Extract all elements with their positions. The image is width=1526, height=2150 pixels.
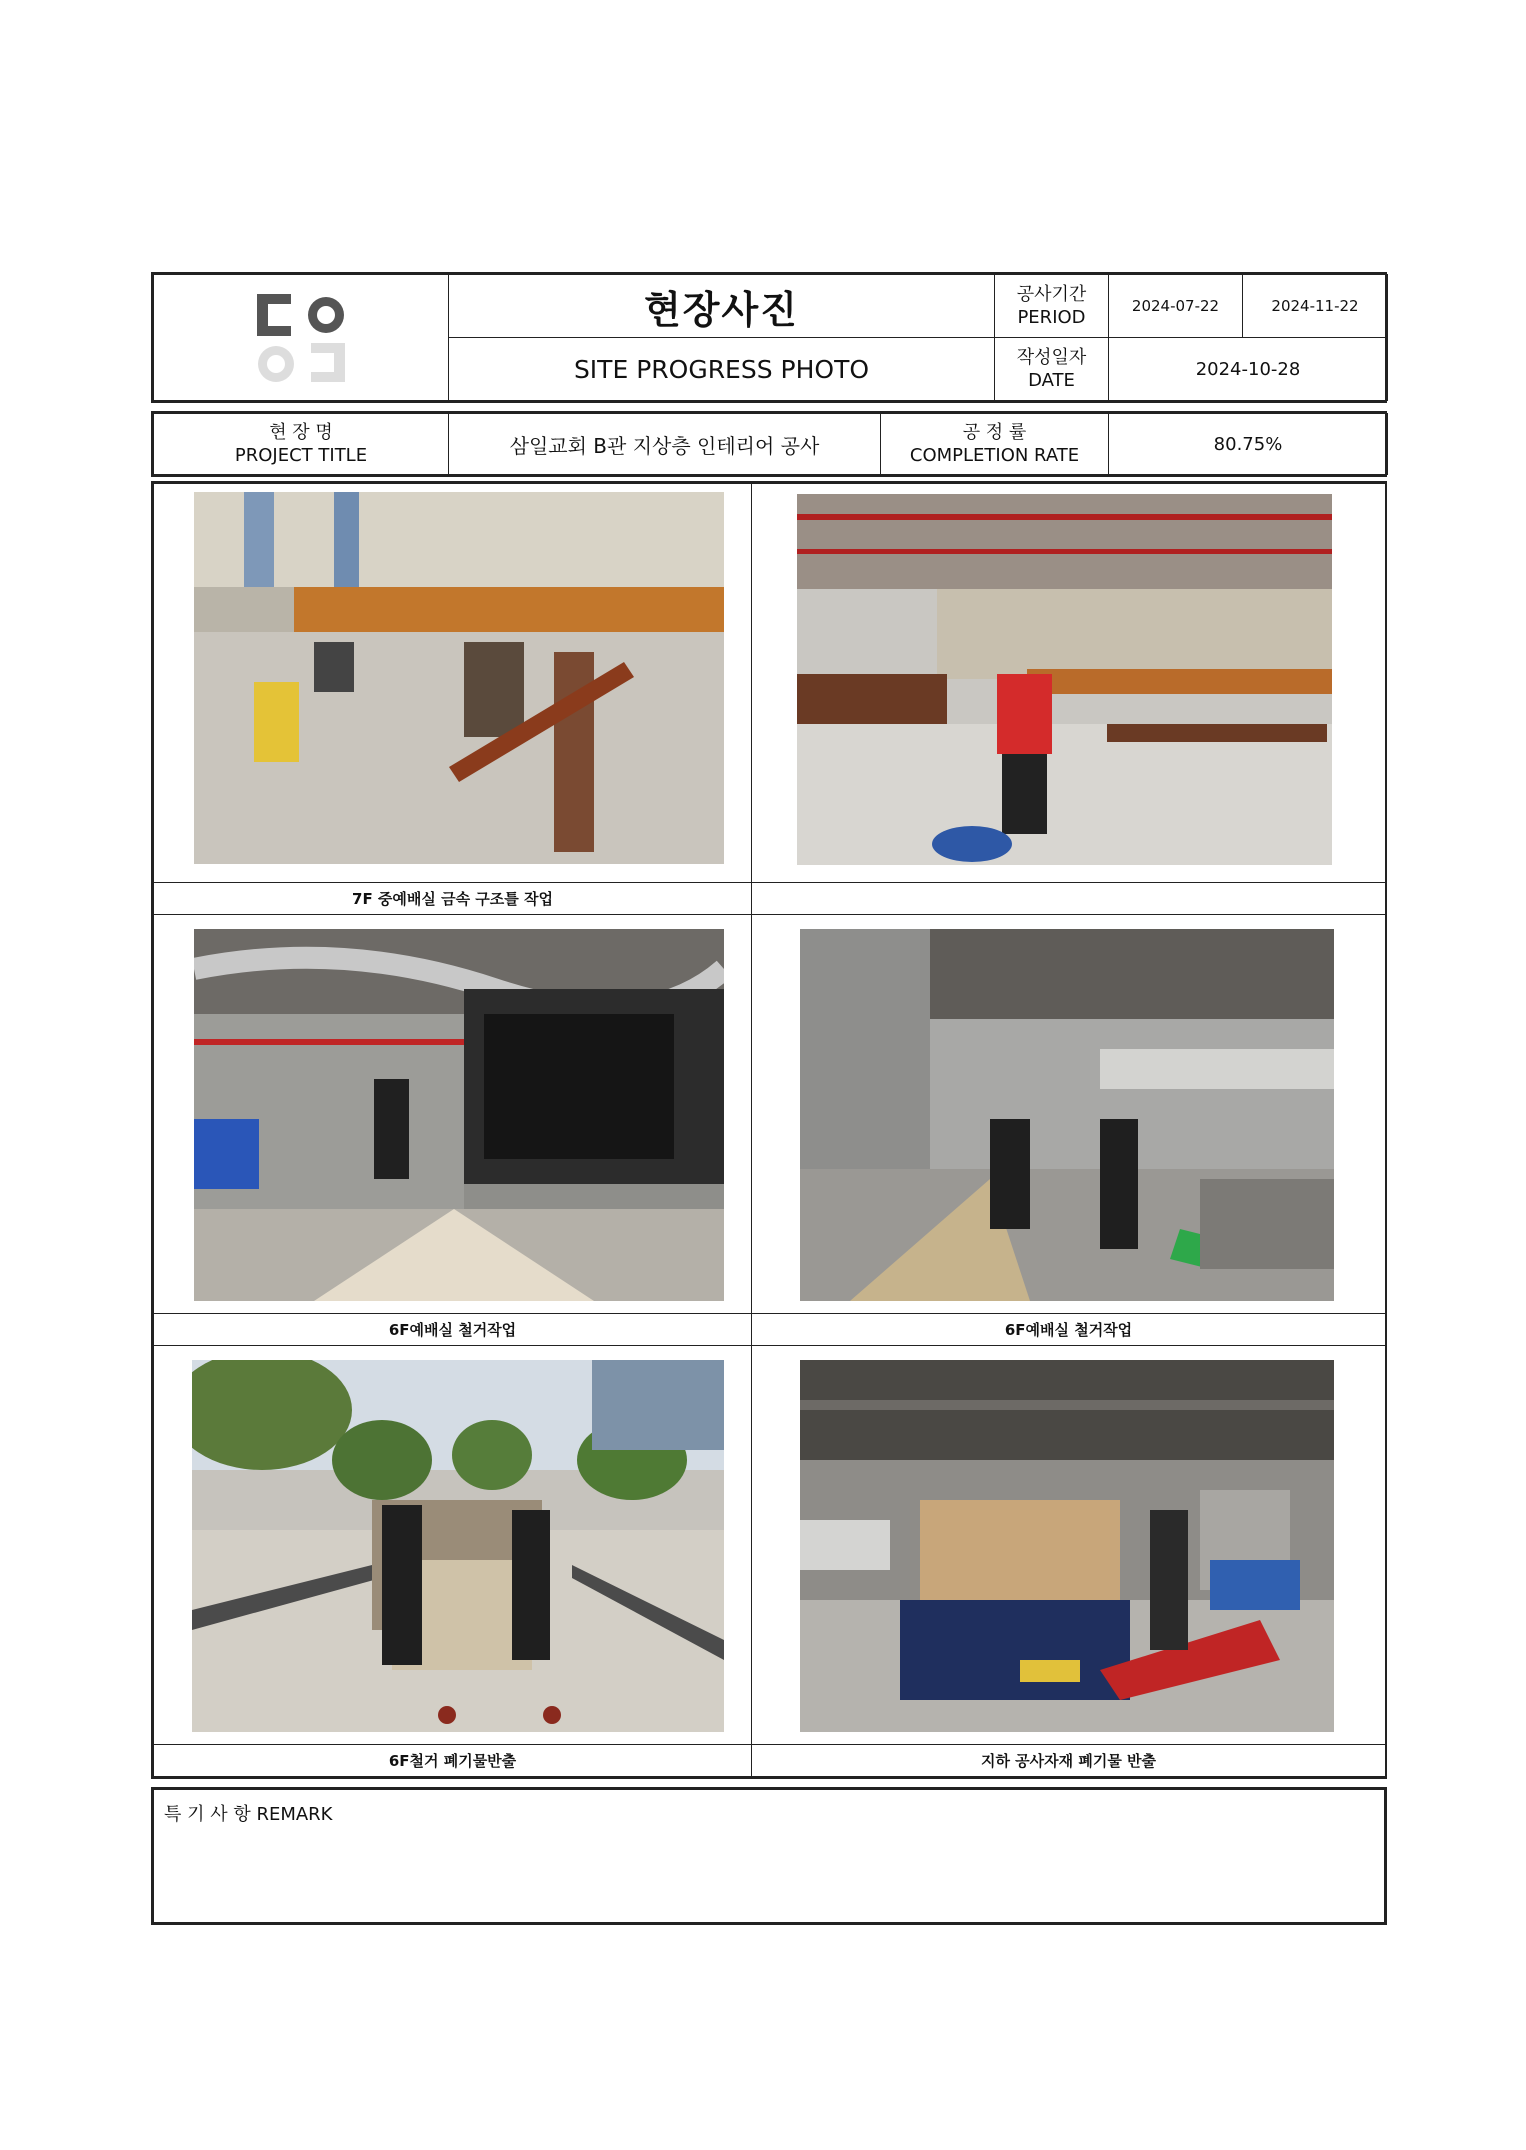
photo-demolition-floor [800,929,1334,1301]
report-title-ko: 현장사진 [449,275,995,338]
logo-cell [154,275,449,401]
photo-caption-4: 6F예배실 철거작업 [752,1314,1386,1346]
photo-caption-2 [752,883,1386,915]
period-label [995,275,1109,338]
period-label-ko: 공사기간 [1016,284,1087,305]
rate-label-ko: 공 정 률 [962,422,1027,443]
rate-label-en: COMPLETION RATE [909,445,1080,466]
photo-caption-3: 6F예배실 철거작업 [154,1314,752,1346]
info-frame [151,411,1387,477]
period-label-en: PERIOD [1017,307,1086,328]
photo-table [153,483,1386,1777]
header-table [153,274,1388,401]
photo-cell-1 [154,484,752,883]
photo-cell-3 [154,915,752,1314]
project-label [154,414,449,475]
remark-frame [151,1787,1387,1925]
photo-waste-truck-parking [800,1360,1334,1732]
remark-label: 특 기 사 항 REMARK [154,1790,1385,1923]
project-label-en: PROJECT TITLE [234,445,368,466]
photo-grinding-work [797,494,1332,865]
period-end: 2024-11-22 [1243,275,1388,338]
project-title: 삼일교회 B관 지상층 인테리어 공사 [449,414,881,475]
period-start: 2024-07-22 [1109,275,1243,338]
date-label [995,338,1109,401]
remark-table [153,1789,1385,1923]
photo-caption-1: 7F 중예배실 금속 구조틀 작업 [154,883,752,915]
photo-cell-2 [752,484,1386,883]
date-label-en: DATE [1028,370,1075,391]
photo-cell-5 [154,1346,752,1745]
photo-cell-4 [752,915,1386,1314]
logo-mark-icon [251,288,351,388]
rate-label [881,414,1109,475]
project-label-ko: 현 장 명 [269,422,333,443]
photo-frame [151,481,1387,1779]
photo-caption-5: 6F철거 폐기물반출 [154,1745,752,1777]
header-frame [151,272,1387,403]
report-sheet [151,272,1387,1925]
report-title-en: SITE PROGRESS PHOTO [449,338,995,401]
photo-metal-frame-work [194,492,724,864]
completion-rate: 80.75% [1109,414,1388,475]
date-label-ko: 작성일자 [1016,347,1087,368]
date-value: 2024-10-28 [1109,338,1388,401]
photo-caption-6: 지하 공사자재 폐기물 반출 [752,1745,1386,1777]
info-table [153,413,1388,475]
photo-cell-6 [752,1346,1386,1745]
photo-demolition-wall [194,929,724,1301]
photo-waste-cart-outdoor [192,1360,724,1732]
